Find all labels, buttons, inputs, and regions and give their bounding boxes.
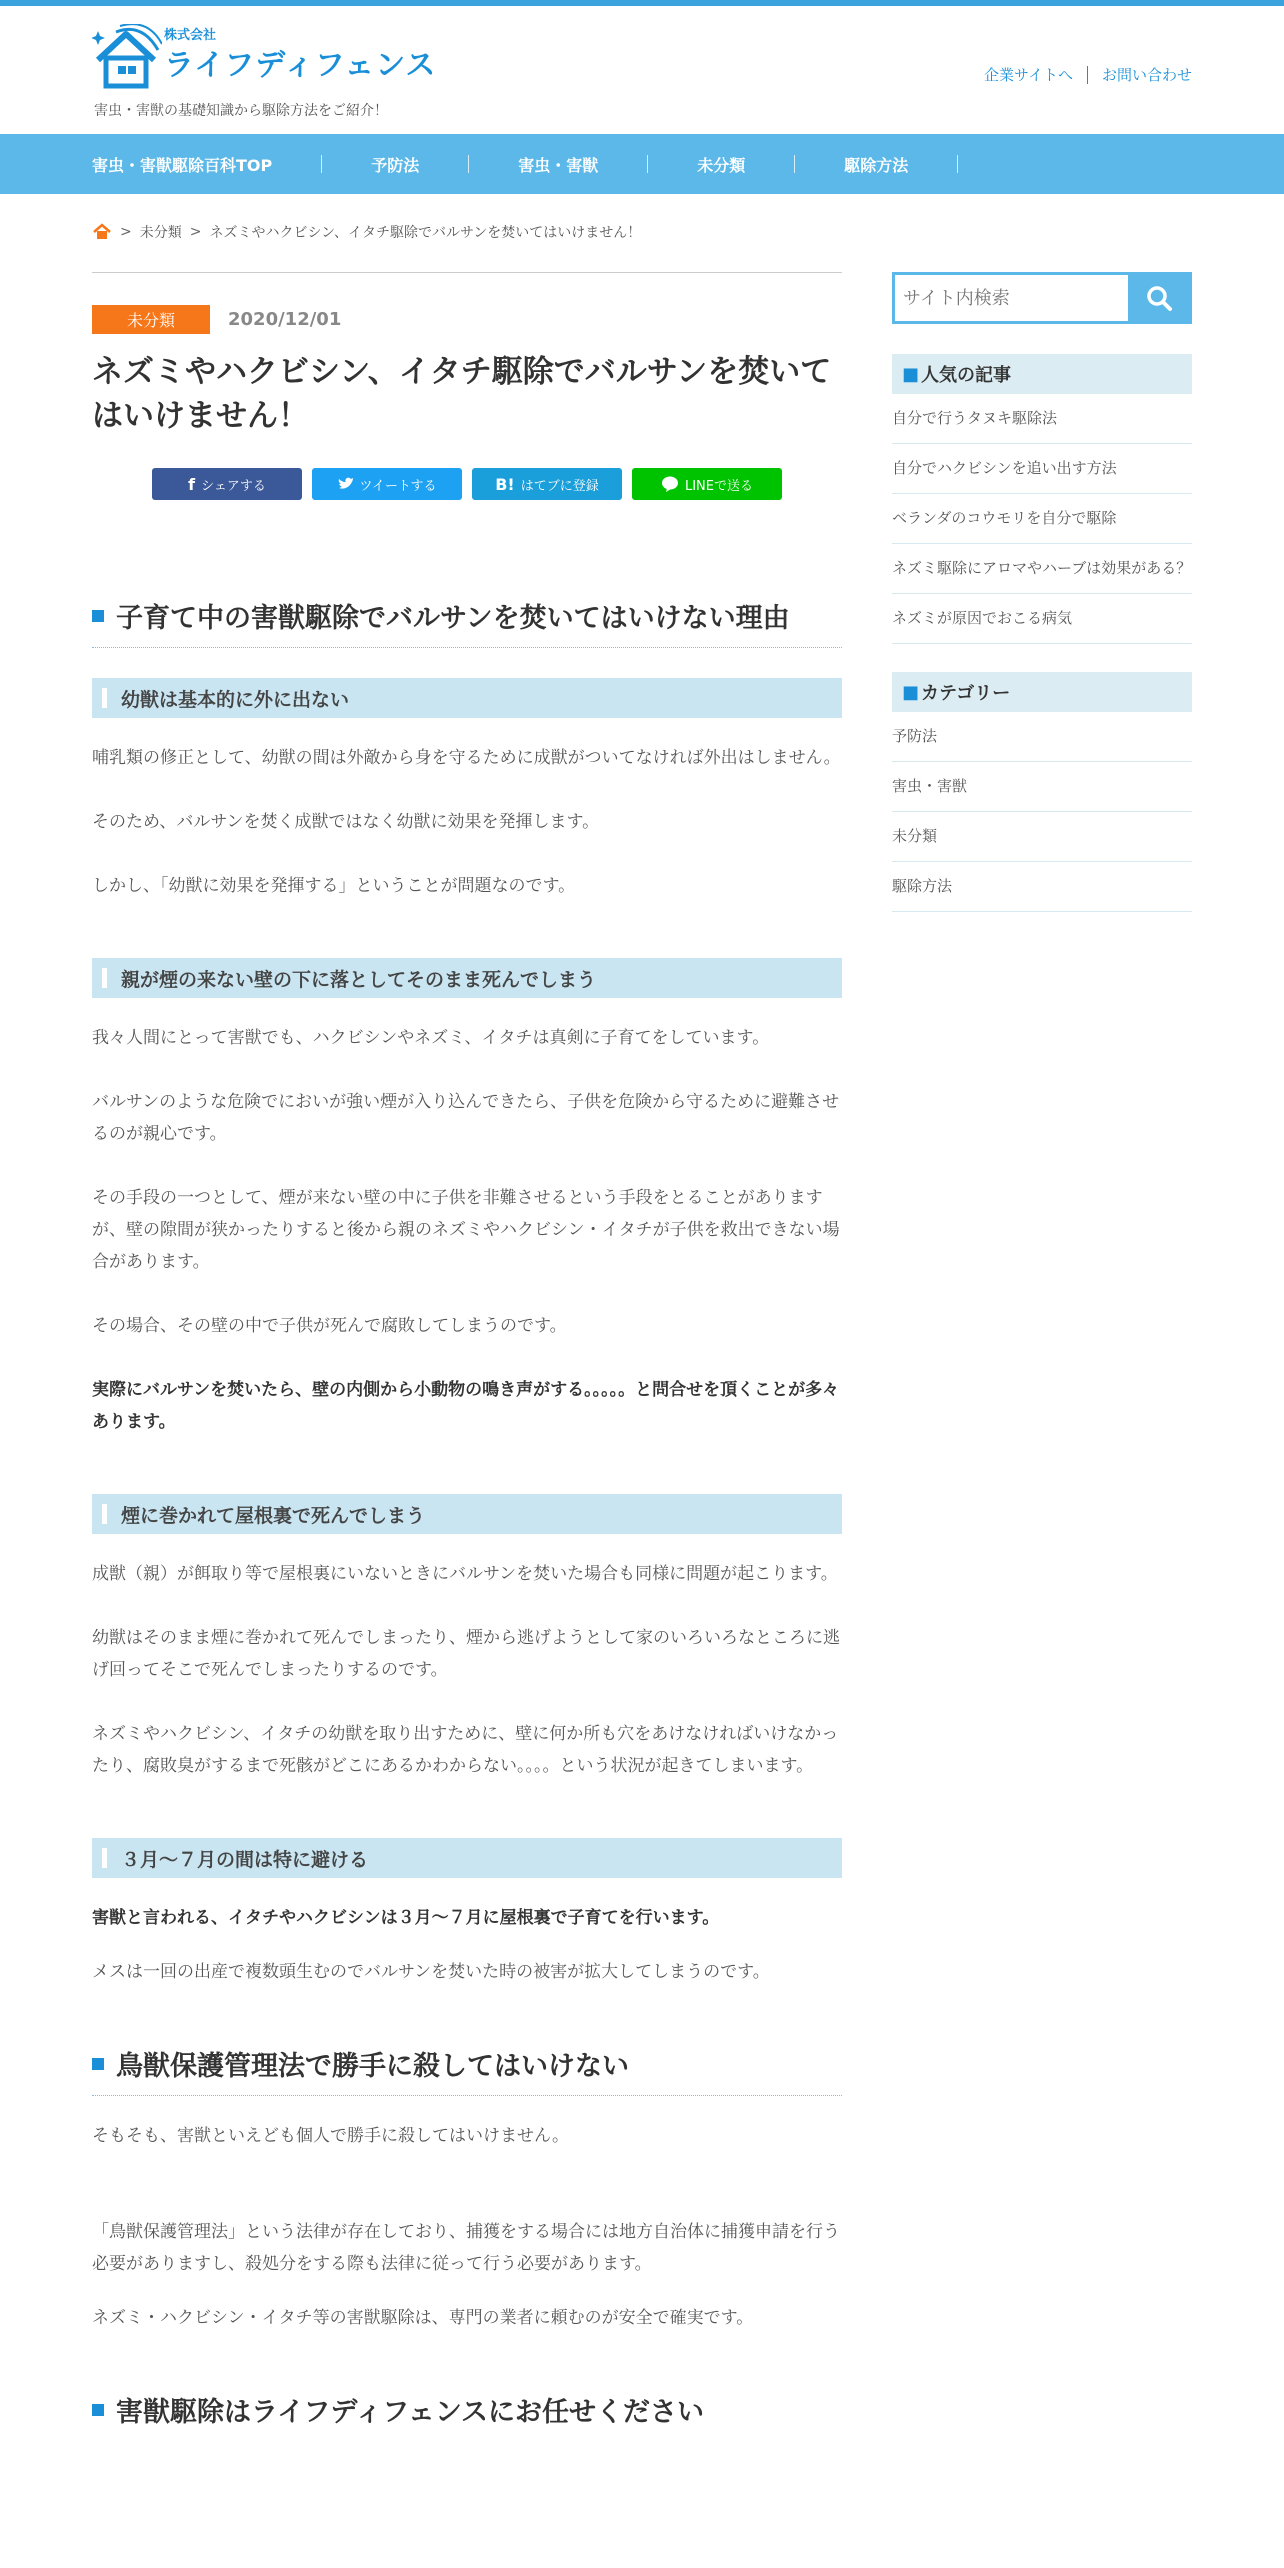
nav-divider <box>794 155 795 173</box>
category-link[interactable]: 駆除方法 <box>892 862 1192 912</box>
nav-item-top[interactable] <box>92 154 371 174</box>
global-nav <box>0 134 1284 194</box>
paragraph: 成獣（親）が餌取り等で屋根裏にいないときにバルサンを焚いた場合も同様に問題が起こります。 <box>92 1564 838 1584</box>
nav-item-pests[interactable] <box>518 154 697 174</box>
breadcrumb <box>92 222 641 242</box>
square-bullet-icon: ■ <box>902 681 920 703</box>
square-bullet-icon <box>92 610 104 622</box>
header-link-divider <box>1087 66 1088 84</box>
popular-post-link[interactable]: 自分でハクビシンを追い出す方法 <box>892 444 1192 494</box>
search-input[interactable] <box>895 275 1128 321</box>
nav-divider <box>647 155 648 173</box>
emphasized-paragraph: 害獣と言われる、イタチやハクビシンは３月～７月に屋根裏で子育てを行います。 <box>92 1908 720 1928</box>
heading-bar-icon <box>102 688 107 708</box>
popular-posts-title: 人気の記事 <box>921 365 1012 386</box>
share-label: ツイートする <box>359 478 437 494</box>
paragraph: その場合、その壁の中で子供が死んで腐敗してしまうのです。 <box>92 1316 567 1336</box>
divider <box>92 272 842 273</box>
category-title: カテゴリー <box>921 683 1011 704</box>
nav-item-label: 未分類 <box>697 155 746 175</box>
nav-divider <box>957 155 958 173</box>
site-search <box>892 272 1192 324</box>
square-bullet-icon <box>92 2058 104 2070</box>
subsection-heading-text: 幼獣は基本的に外に出ない <box>121 688 350 711</box>
paragraph: バルサンのような危険でにおいが強い煙が入り込んできたら、子供を危険から守るために避難させるのが親心です。 <box>92 1092 840 1144</box>
site-logo[interactable] <box>92 22 437 96</box>
search-icon <box>1145 284 1173 312</box>
popular-post-link[interactable]: ネズミ駆除にアロマやハーブは効果がある？ <box>892 544 1192 594</box>
popular-post-link[interactable]: ベランダのコウモリを自分で駆除 <box>892 494 1192 544</box>
square-bullet-icon: ■ <box>902 363 920 385</box>
section-heading-text: 鳥獣保護管理法で勝手に殺してはいけない <box>116 2051 629 2082</box>
category-badge[interactable]: 未分類 <box>92 305 210 334</box>
subsection-heading <box>92 678 842 718</box>
sidebar <box>892 272 1192 912</box>
nav-item-label: 予防法 <box>371 155 420 175</box>
article-main <box>92 272 842 2441</box>
twitter-bird-icon <box>338 477 354 491</box>
category-link[interactable]: 予防法 <box>892 712 1192 762</box>
heading-bar-icon <box>102 1504 107 1524</box>
category-link[interactable]: 害虫・害獣 <box>892 762 1192 812</box>
nav-item-extermination[interactable] <box>844 154 1007 174</box>
nav-divider <box>468 155 469 173</box>
nav-item-label: 駆除方法 <box>844 155 909 175</box>
paragraph: ネズミやハクビシン、イタチの幼獣を取り出すために、壁に何か所も穴をあけなければいけなかったり、腐敗臭がするまで死骸がどこにあるかわからない。。。。という状況が起きてしまいます。 <box>92 1724 839 1776</box>
line-share-button[interactable] <box>632 468 782 500</box>
logo-company-prefix: 株式会社 <box>164 28 217 43</box>
hatena-icon: B! <box>495 474 515 494</box>
square-bullet-icon <box>92 2404 104 2416</box>
subsection-heading-text: 親が煙の来ない壁の下に落としてそのまま死んでしまう <box>121 968 597 991</box>
section-heading-text: 害獣駆除はライフディフェンスにお任せください <box>116 2397 705 2428</box>
house-logo-icon <box>92 24 162 90</box>
breadcrumb-separator: > <box>189 224 202 240</box>
twitter-share-button[interactable] <box>312 468 462 500</box>
paragraph: メスは一回の出産で複数頭生むのでバルサンを焚いた時の被害が拡大してしまうのです。 <box>92 1962 770 1982</box>
paragraph: そもそも、害獣といえども個人で勝手に殺してはいけません。 <box>92 2126 570 2146</box>
post-title: ネズミやハクビシン、イタチ駆除でバルサンを焚いてはいけません！ <box>92 354 832 434</box>
nav-item-label: 害虫・害獣 <box>518 155 599 175</box>
paragraph: そのため、バルサンを焚く成獣ではなく幼獣に効果を発揮します。 <box>92 812 600 832</box>
share-label: シェアする <box>201 478 266 494</box>
heading-bar-icon <box>102 968 107 988</box>
share-buttons <box>92 468 842 500</box>
corporate-site-link[interactable]: 企業サイトへ <box>984 66 1073 84</box>
popular-posts-heading <box>892 354 1192 394</box>
facebook-share-button[interactable] <box>152 468 302 500</box>
line-icon <box>661 476 679 492</box>
subsection-heading-text: ３月～７月の間は特に避ける <box>121 1848 369 1871</box>
section-heading <box>92 2044 842 2096</box>
paragraph: 我々人間にとって害獣でも、ハクビシンやネズミ、イタチは真剣に子育てをしています。 <box>92 1028 770 1048</box>
nav-item-uncategorized[interactable] <box>697 154 844 174</box>
header-links <box>984 64 1192 85</box>
category-heading <box>892 672 1192 712</box>
site-tagline: 害虫・害獣の基礎知識から駆除方法をご紹介！ <box>94 103 388 119</box>
share-label: はてブに登録 <box>520 478 599 494</box>
paragraph: 幼獣はそのまま煙に巻かれて死んでしまったり、煙から逃げようとして家のいろいろなところに逃げ回ってそこで死んでしまったりするのです。 <box>92 1628 840 1680</box>
subsection-heading <box>92 1494 842 1534</box>
subsection-heading <box>92 1838 842 1878</box>
search-button[interactable] <box>1128 275 1189 321</box>
nav-item-label: 害虫・害獣駆除百科TOP <box>92 155 273 175</box>
category-link[interactable]: 未分類 <box>892 812 1192 862</box>
section-heading <box>92 596 842 648</box>
paragraph: 哺乳類の修正として、幼獣の間は外敵から身を守るために成獣がついてなければ外出はしません。 <box>92 748 841 768</box>
contact-link[interactable]: お問い合わせ <box>1101 66 1192 84</box>
paragraph: しかし、「幼獣に効果を発揮する」ということが問題なのです。 <box>92 876 576 896</box>
section-heading <box>92 2390 842 2441</box>
paragraph: 「鳥獣保護管理法」という法律が存在しており、捕獲をする場合には地方自治体に捕獲申請を行う必要がありますし、殺処分をする際も法律に従って行う必要があります。 <box>92 2222 840 2274</box>
hatena-bookmark-button[interactable] <box>472 468 622 500</box>
popular-post-link[interactable]: ネズミが原因でおこる病気 <box>892 594 1192 644</box>
breadcrumb-separator: > <box>120 224 132 240</box>
popular-posts-list <box>892 394 1192 644</box>
nav-item-prevention[interactable] <box>371 154 518 174</box>
breadcrumb-category[interactable]: 未分類 <box>139 225 182 241</box>
emphasized-paragraph: 実際にバルサンを焚いたら、壁の内側から小動物の鳴き声がする。。。。。と問合せを頂くことが多々あります。 <box>92 1380 840 1432</box>
home-icon[interactable] <box>92 222 112 242</box>
popular-post-link[interactable]: 自分で行うタヌキ駆除法 <box>892 394 1192 444</box>
site-header <box>0 6 1284 134</box>
heading-bar-icon <box>102 1848 107 1868</box>
facebook-icon: f <box>188 474 196 494</box>
nav-divider <box>321 155 322 173</box>
share-label: LINEで送る <box>684 478 753 494</box>
category-list <box>892 712 1192 912</box>
logo-company-name: ライフディフェンス <box>164 48 437 83</box>
subsection-heading <box>92 958 842 998</box>
paragraph: ネズミ・ハクビシン・イタチ等の害獣駆除は、専門の業者に頼むのが安全で確実です。 <box>92 2308 754 2328</box>
paragraph: その手段の一つとして、煙が来ない壁の中に子供を非難させるという手段をとることがありますが、壁の隙間が狭かったりすると後から親のネズミやハクビシン・イタチが子供を救出できない場合があります。 <box>92 1188 840 1272</box>
subsection-heading-text: 煙に巻かれて屋根裏で死んでしまう <box>121 1504 426 1527</box>
post-date: 2020/12/01 <box>228 309 342 330</box>
breadcrumb-current: ネズミやハクビシン、イタチ駆除でバルサンを焚いてはいけません！ <box>209 225 642 241</box>
section-heading-text: 子育て中の害獣駆除でバルサンを焚いてはいけない理由 <box>116 603 790 634</box>
article-meta <box>92 305 842 334</box>
